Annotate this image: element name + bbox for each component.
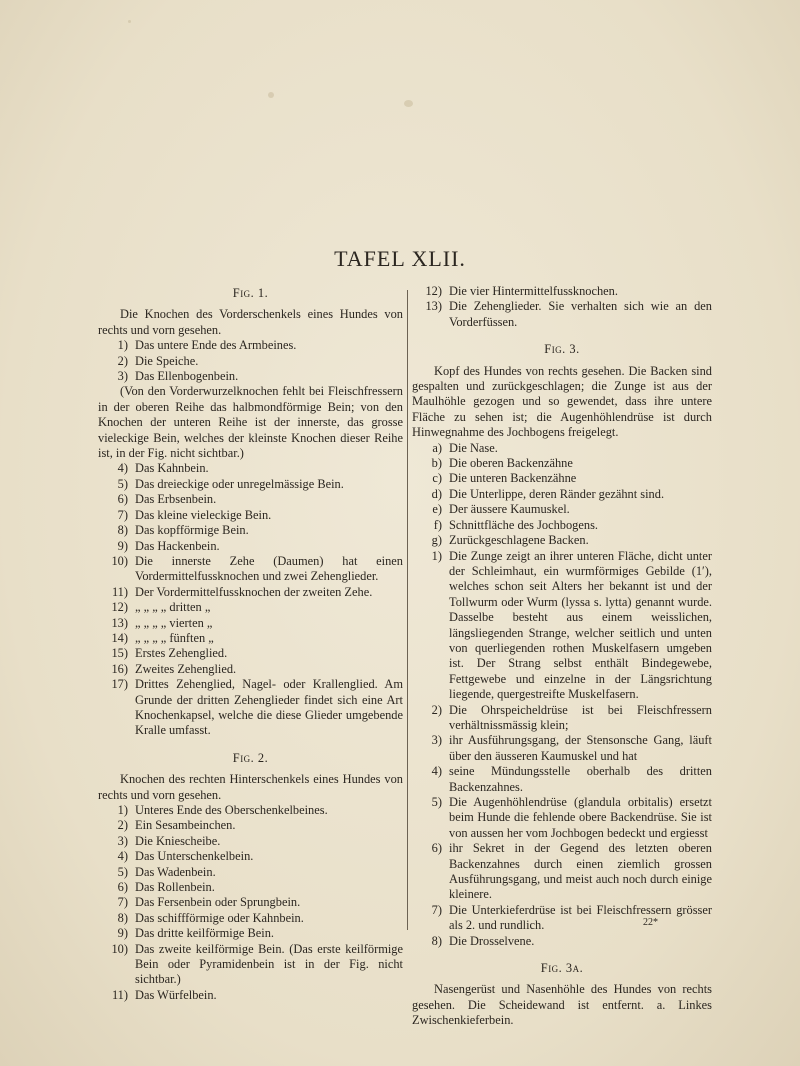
- list-item-text: Das Rollenbein.: [135, 880, 215, 895]
- list-item: [98, 880, 403, 895]
- list-item: [412, 471, 712, 486]
- list-item-number: 9): [117, 538, 128, 553]
- list-item-number: a): [432, 440, 442, 455]
- list-item-number: 9): [117, 926, 128, 941]
- fig-1-heading: Fig. 1.: [232, 286, 269, 300]
- list-item: [98, 926, 403, 941]
- list-item-text: Das Ellenbogenbein.: [135, 369, 239, 384]
- list-item: [412, 795, 712, 841]
- list-item: [98, 631, 403, 646]
- fig-1-intro: Die Knochen des Vorderschenkels eines Hundes von rechts und vorn gesehen.: [98, 307, 403, 337]
- list-item-number: 8): [117, 910, 128, 925]
- list-item-number: 16): [111, 661, 128, 676]
- list-item: [98, 554, 403, 585]
- list-item-number: 12): [425, 284, 442, 298]
- paper-spot: [268, 92, 274, 98]
- list-item-text: ihr Ausführungsgang, der Stensonsche Gang, läuft über den äusseren Kaumuskel und hat: [449, 733, 712, 763]
- fig-1-list-b: [98, 461, 403, 738]
- fig-1-note: (Von den Vorderwurzelknochen fehlt bei Fleischfressern in der oberen Reihe das halbmondförmige Bein; von den Knochen der unteren Reihe ist der innerste, das grosse vieleckige Bein, welches der kleinste Knochen dieser Reihe ist, in der Fig. nicht sichtbar.): [98, 384, 403, 461]
- list-item-text: „ „ „ „ dritten „: [135, 600, 211, 615]
- list-item-text: Zweites Zehenglied.: [135, 661, 237, 676]
- list-item-number: 2): [431, 702, 442, 717]
- list-item-text: Das kleine vieleckige Bein.: [135, 507, 272, 522]
- list-item-text: ihr Sekret in der Gegend des letzten oberen Backenzahnes durch einen ziemlich grossen Ausführungsgang, und meist auch noch durch einige kleinere.: [449, 841, 712, 902]
- list-item-number: b): [431, 456, 442, 471]
- list-item-number: 5): [117, 864, 128, 879]
- list-item-number: 1): [431, 548, 442, 563]
- list-item-number: 4): [117, 461, 128, 476]
- list-item-text: Der Vordermittelfussknochen der zweiten Zehe.: [135, 584, 373, 599]
- list-item: [98, 338, 403, 353]
- list-item-number: 6): [431, 841, 442, 856]
- list-item-number: 13): [425, 299, 442, 314]
- list-item: [412, 841, 712, 903]
- list-item-number: 2): [117, 818, 128, 833]
- fig-3-heading: Fig. 3.: [544, 342, 580, 357]
- list-item: [98, 911, 403, 926]
- list-item: [412, 441, 712, 456]
- list-item-text: Drittes Zehenglied, Nagel- oder Krallenglied. Am Grunde der dritten Zehenglieder findet sich eine Art Knochenkapsel, welche die diese Glieder umgebende Kralle umfasst.: [135, 677, 403, 738]
- list-item-number: g): [431, 533, 442, 548]
- list-item-number: e): [432, 502, 442, 517]
- list-item: [412, 518, 712, 533]
- list-item: [412, 456, 712, 471]
- left-column: [98, 284, 403, 1003]
- list-item: [98, 616, 403, 631]
- list-item-number: 2): [117, 353, 128, 368]
- list-item: [412, 502, 712, 517]
- fig-3-list: [412, 441, 712, 949]
- list-item-number: c): [432, 471, 442, 486]
- list-item-number: 7): [117, 507, 128, 522]
- list-item-text: Das schiffförmige oder Kahnbein.: [135, 910, 304, 925]
- list-item-number: 12): [111, 600, 128, 615]
- list-item-text: Die innerste Zehe (Daumen) hat einen Vordermittelfussknochen und zwei Zehenglieder.: [135, 553, 403, 584]
- list-item-text: Die Kniescheibe.: [135, 833, 221, 848]
- list-item: [98, 803, 403, 818]
- list-item-number: 8): [431, 933, 442, 948]
- list-item-number: 7): [117, 895, 128, 910]
- list-item-text: Die Drosselvene.: [449, 933, 535, 948]
- list-item: [98, 818, 403, 833]
- fig-3-intro: Kopf des Hundes von rechts gesehen. Die Backen sind gespalten und zurückgeschlagen; die Zunge ist aus der Maulhöhle gezogen und so gewendet, dass ihre untere Fläche zu sehen ist; die Augenhöhlendrüse ist durch Hinwegnahme des Jochbogens freigelegt.: [412, 363, 712, 440]
- list-item: [98, 539, 403, 554]
- list-item-text: Das dreieckige oder unregelmässige Bein.: [135, 476, 344, 491]
- list-item-text: Das Kahnbein.: [135, 461, 209, 476]
- right-column: [412, 284, 712, 1029]
- list-item-number: 5): [431, 795, 442, 809]
- list-item: [412, 733, 712, 764]
- list-item: [98, 646, 403, 661]
- list-item-text: Unteres Ende des Oberschenkelbeines.: [135, 803, 328, 817]
- list-item: [98, 849, 403, 864]
- list-item-text: Das Wadenbein.: [135, 864, 216, 879]
- list-item: [412, 487, 712, 502]
- list-item: [412, 299, 712, 330]
- list-item-number: 5): [117, 476, 128, 491]
- list-item: [98, 369, 403, 384]
- list-item-number: 1): [117, 338, 128, 353]
- list-item: [98, 677, 403, 739]
- list-item: [412, 703, 712, 734]
- list-item: [412, 903, 712, 934]
- list-item: [98, 523, 403, 538]
- list-item: [98, 477, 403, 492]
- list-item-number: 14): [111, 630, 128, 645]
- list-item-text: Ein Sesambeinchen.: [135, 818, 236, 833]
- list-item: [98, 834, 403, 849]
- page-number: 22*: [643, 917, 658, 928]
- list-item-number: 3): [117, 833, 128, 848]
- list-item-text: Das Fersenbein oder Sprungbein.: [135, 895, 301, 910]
- fig-2-list-continued: [412, 284, 712, 330]
- list-item-text: Der äussere Kaumuskel.: [449, 502, 570, 517]
- list-item: [412, 549, 712, 703]
- list-item-number: 4): [117, 849, 128, 864]
- list-item-text: Schnittfläche des Jochbogens.: [449, 517, 598, 532]
- fig-2-intro: Knochen des rechten Hinterschenkels eines Hundes von rechts und vorn gesehen.: [98, 772, 403, 802]
- list-item-text: Die Augenhöhlendrüse (glandula orbitalis) ersetzt beim Hunde die fehlende obere Backendrüse. Sie ist von aussen her vom Jochbogen bedeckt und ergiesst: [449, 795, 712, 840]
- list-item-text: Zurückgeschlagene Backen.: [449, 533, 589, 548]
- list-item-number: 13): [111, 615, 128, 630]
- list-item: [412, 284, 712, 299]
- fig-3a-heading: Fig. 3a.: [540, 961, 584, 976]
- list-item: [98, 354, 403, 369]
- list-item: [98, 895, 403, 910]
- list-item-number: 15): [111, 646, 128, 661]
- list-item-text: Das dritte keilförmige Bein.: [135, 926, 275, 941]
- list-item-text: Die Unterlippe, deren Ränder gezähnt sind.: [449, 486, 665, 501]
- plate-title: TAFEL XLII.: [334, 246, 466, 271]
- list-item-text: Das Unterschenkelbein.: [135, 849, 254, 864]
- list-item-number: 11): [111, 584, 128, 599]
- list-item-number: 8): [117, 523, 128, 538]
- list-item-number: 1): [117, 803, 128, 817]
- paper-spot: [128, 20, 131, 23]
- list-item-text: Die Nase.: [449, 440, 498, 455]
- list-item-text: Das kopfförmige Bein.: [135, 523, 249, 538]
- list-item-text: Die Unterkieferdrüse ist bei Fleischfressern grösser als 2. und rundlich.: [449, 902, 712, 933]
- list-item-text: „ „ „ „ vierten „: [135, 615, 213, 630]
- column-divider: [407, 290, 408, 930]
- fig-3a-intro: Nasengerüst und Nasenhöhle des Hundes von rechts gesehen. Die Scheidewand ist entfernt. a. Linkes Zwischenkieferbein.: [412, 982, 712, 1028]
- list-item-text: Die vier Hintermittelfussknochen.: [449, 284, 618, 298]
- list-item-text: Die oberen Backenzähne: [449, 456, 573, 471]
- list-item-text: seine Mündungsstelle oberhalb des dritten Backenzahnes.: [449, 764, 712, 794]
- list-item-text: Das untere Ende des Armbeines.: [135, 338, 297, 353]
- list-item-number: 3): [431, 733, 442, 748]
- list-item-number: 4): [431, 764, 442, 779]
- list-item: [98, 865, 403, 880]
- list-item-number: f): [433, 517, 442, 532]
- list-item-number: 7): [431, 902, 442, 917]
- list-item-number: 10): [111, 941, 128, 956]
- list-item-text: Das Hackenbein.: [135, 538, 220, 553]
- list-item-number: 11): [111, 987, 128, 1002]
- list-item-text: Das Erbsenbein.: [135, 492, 217, 507]
- list-item: [98, 662, 403, 677]
- list-item: [98, 600, 403, 615]
- list-item: [98, 942, 403, 988]
- list-item-text: Die unteren Backenzähne: [449, 471, 577, 486]
- list-item: [412, 764, 712, 795]
- list-item: [98, 508, 403, 523]
- list-item-number: 6): [117, 492, 128, 507]
- list-item-text: Erstes Zehenglied.: [135, 646, 228, 661]
- list-item-text: Das zweite keilförmige Bein. (Das erste keilförmige Bein oder Pyramidenbein ist in der Fig. nicht sichtbar.): [135, 941, 403, 987]
- list-item-text: Die Ohrspeicheldrüse ist bei Fleischfressern verhältnissmässig klein;: [449, 702, 712, 732]
- list-item-number: 10): [111, 553, 128, 568]
- list-item-text: Die Speiche.: [135, 353, 199, 368]
- list-item: [98, 988, 403, 1003]
- list-item-number: 6): [117, 880, 128, 895]
- list-item-text: Die Zunge zeigt an ihrer unteren Fläche, dicht unter der Schleimhaut, ein wurmförmiges Gebilde (1′), welches schon seit Alters her bekannt ist und der Tollwurm oder Wurm (lyssa s. lytta) genannt wurde. Dasselbe besteht aus einem weisslichen, längsliegenden Strange, welcher seitlich und unten von querliegenden rothen Muskelfasern umgeben ist. Der Strang selbst enthält Bindegewebe, Fettgewebe und einzelne in der Längsrichtung liegende, quergestreifte Muskelfasern.: [449, 548, 712, 702]
- list-item: [412, 533, 712, 548]
- list-item: [98, 585, 403, 600]
- fig-1-list-a: [98, 338, 403, 384]
- paper-spot: [404, 100, 413, 107]
- list-item: [98, 492, 403, 507]
- fig-2-heading: Fig. 2.: [232, 750, 269, 765]
- list-item-number: d): [431, 486, 442, 501]
- list-item-text: Die Zehenglieder. Sie verhalten sich wie an den Vorderfüssen.: [449, 299, 712, 329]
- list-item-text: „ „ „ „ fünften „: [135, 630, 214, 645]
- list-item: [98, 461, 403, 476]
- list-item-number: 17): [111, 677, 128, 692]
- list-item-number: 3): [117, 369, 128, 384]
- fig-2-list: [98, 803, 403, 1003]
- list-item: [412, 934, 712, 949]
- list-item-text: Das Würfelbein.: [135, 987, 217, 1002]
